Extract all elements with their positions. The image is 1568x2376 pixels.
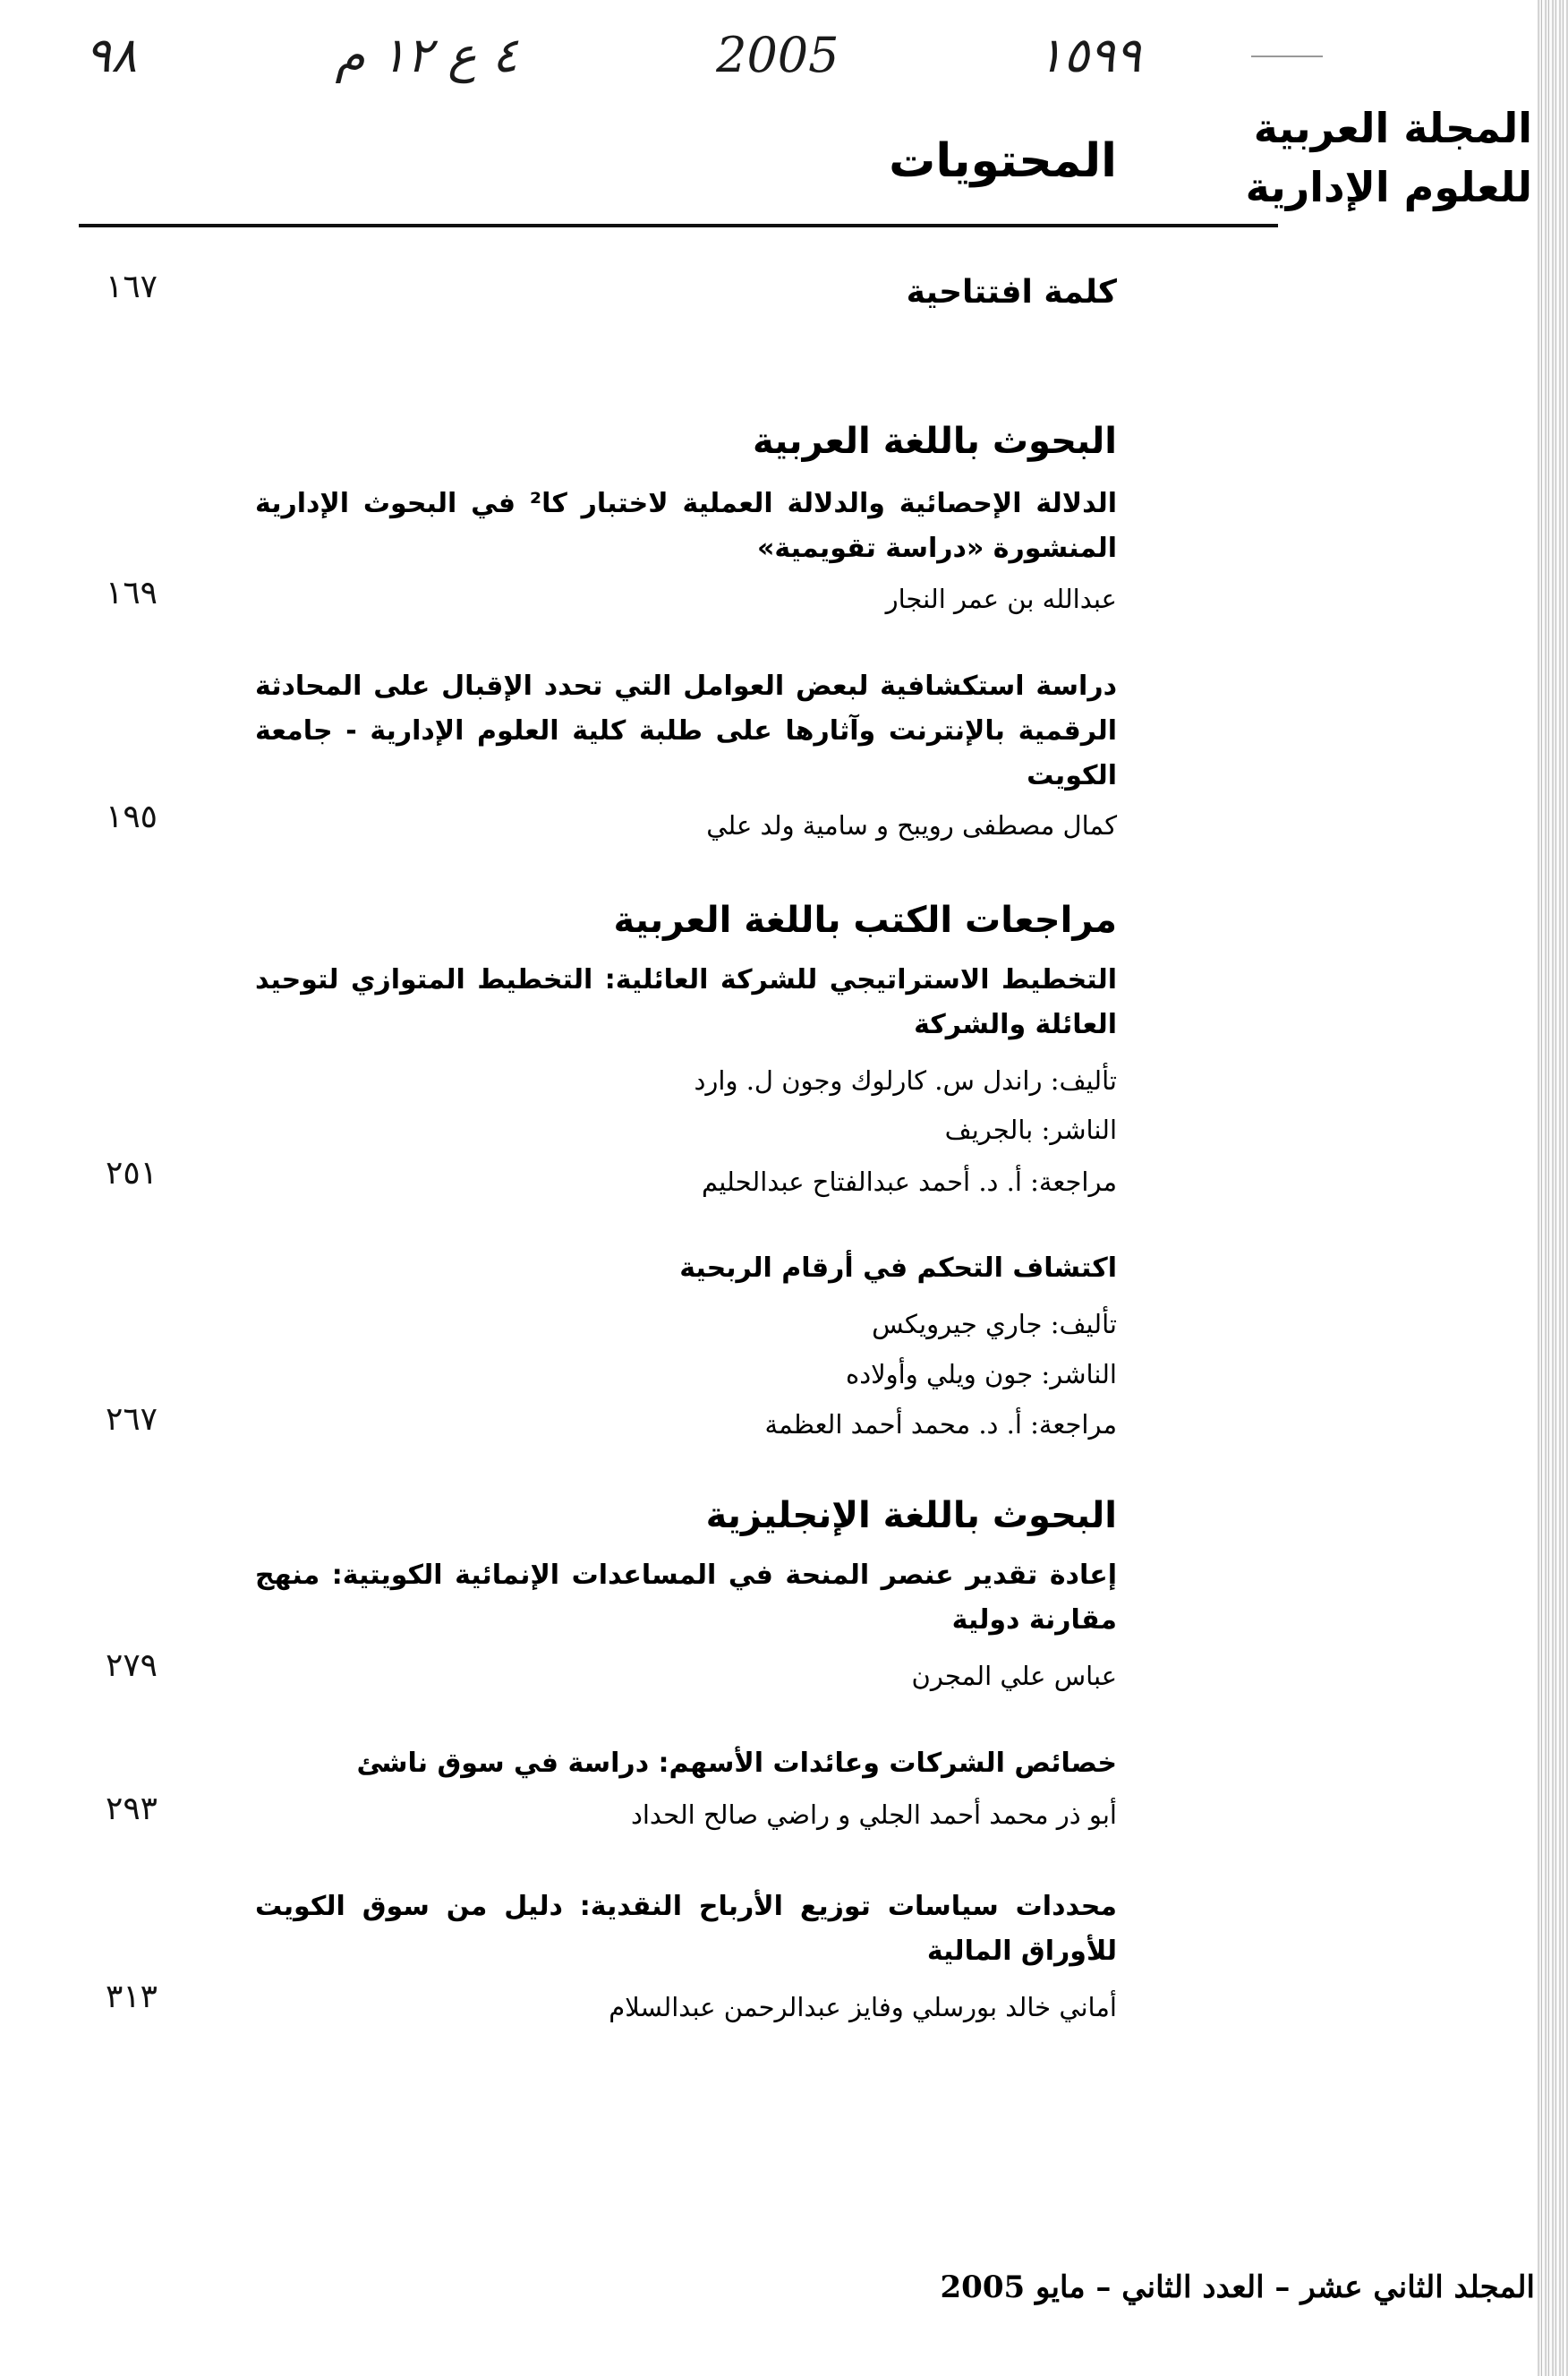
article-title: محددات سياسات توزيع الأرباح النقدية: دليل من سوق الكويت للأوراق المالية bbox=[255, 1891, 1117, 1967]
article-author: عبدالله بن عمر النجار bbox=[885, 584, 1117, 614]
article-author: أبو ذر محمد أحمد الجلي و راضي صالح الحداد bbox=[630, 1799, 1117, 1830]
article-author: أماني خالد بورسلي وفايز عبدالرحمن عبدالسلام bbox=[609, 1992, 1117, 2022]
page-number: ٢٧٩ bbox=[106, 1647, 158, 1684]
page-number: ١٩٥ bbox=[106, 799, 158, 835]
issue-footer: المجلد الثاني عشر – العدد الثاني – مايو 2005 bbox=[940, 2269, 1535, 2305]
journal-name-line: المجلة العربية bbox=[1253, 104, 1532, 152]
book-reviewer: مراجعة: أ. د. محمد أحمد العظمة bbox=[764, 1409, 1117, 1440]
article-title: خصائص الشركات وعائدات الأسهم: دراسة في سوق ناشئ bbox=[356, 1748, 1117, 1779]
page-number: ٣١٣ bbox=[106, 1979, 158, 2015]
book-title: اكتشاف التحكم في أرقام الربحية bbox=[679, 1252, 1117, 1284]
book-publisher: الناشر: بالجريف bbox=[944, 1115, 1117, 1145]
book-publisher: الناشر: جون ويلي وأولاده bbox=[846, 1359, 1117, 1389]
page-number: ١٦٧ bbox=[106, 269, 158, 305]
page-number: ٢٦٧ bbox=[106, 1401, 158, 1438]
page-number: ١٦٩ bbox=[106, 575, 158, 611]
journal-name-line: للعلوم الإدارية bbox=[1245, 163, 1532, 211]
book-reviewer: مراجعة: أ. د. أحمد عبدالفتاح عبدالحليم bbox=[702, 1167, 1117, 1197]
article-title: إعادة تقدير عنصر المنحة في المساعدات الإنمائية الكويتية: منهج مقارنة دولية bbox=[255, 1560, 1117, 1636]
article-author: عباس علي المجرن bbox=[911, 1661, 1117, 1691]
handwritten-mark: ٤ ع ١٢ م bbox=[335, 27, 518, 83]
page-number: ٢٥١ bbox=[106, 1155, 158, 1192]
page-number: ٢٩٣ bbox=[106, 1791, 158, 1827]
article-title: الدلالة الإحصائية والدلالة العملية لاختبار كا² في البحوث الإدارية المنشورة «دراسة تقويمية» bbox=[255, 488, 1118, 564]
page-title: المحتويات bbox=[889, 134, 1117, 188]
book-title: التخطيط الاستراتيجي للشركة العائلية: التخطيط المتوازي لتوحيد العائلة والشركة bbox=[255, 964, 1117, 1040]
opening-title: كلمة افتتاحية bbox=[906, 274, 1117, 311]
section-heading: البحوث باللغة الإنجليزية bbox=[705, 1495, 1117, 1536]
handwritten-mark: ١٥٩٩ bbox=[1036, 27, 1141, 83]
article-author: كمال مصطفى رويبح و سامية ولد علي bbox=[706, 810, 1117, 841]
book-author: تأليف: راندل س. كارلوك وجون ل. وارد bbox=[694, 1065, 1117, 1096]
handwritten-mark: 2005 bbox=[716, 27, 839, 83]
handwritten-mark: ٩٨ bbox=[85, 27, 138, 83]
section-heading: البحوث باللغة العربية bbox=[752, 421, 1117, 462]
section-heading: مراجعات الكتب باللغة العربية bbox=[613, 900, 1117, 941]
article-title: دراسة استكشافية لبعض العوامل التي تحدد الإقبال على المحادثة الرقمية بالإنترنت وآثارها على طلبة كلية العلوم الإدارية - جامعة الكويت bbox=[255, 671, 1117, 791]
book-author: تأليف: جاري جيرويكس bbox=[872, 1309, 1117, 1339]
